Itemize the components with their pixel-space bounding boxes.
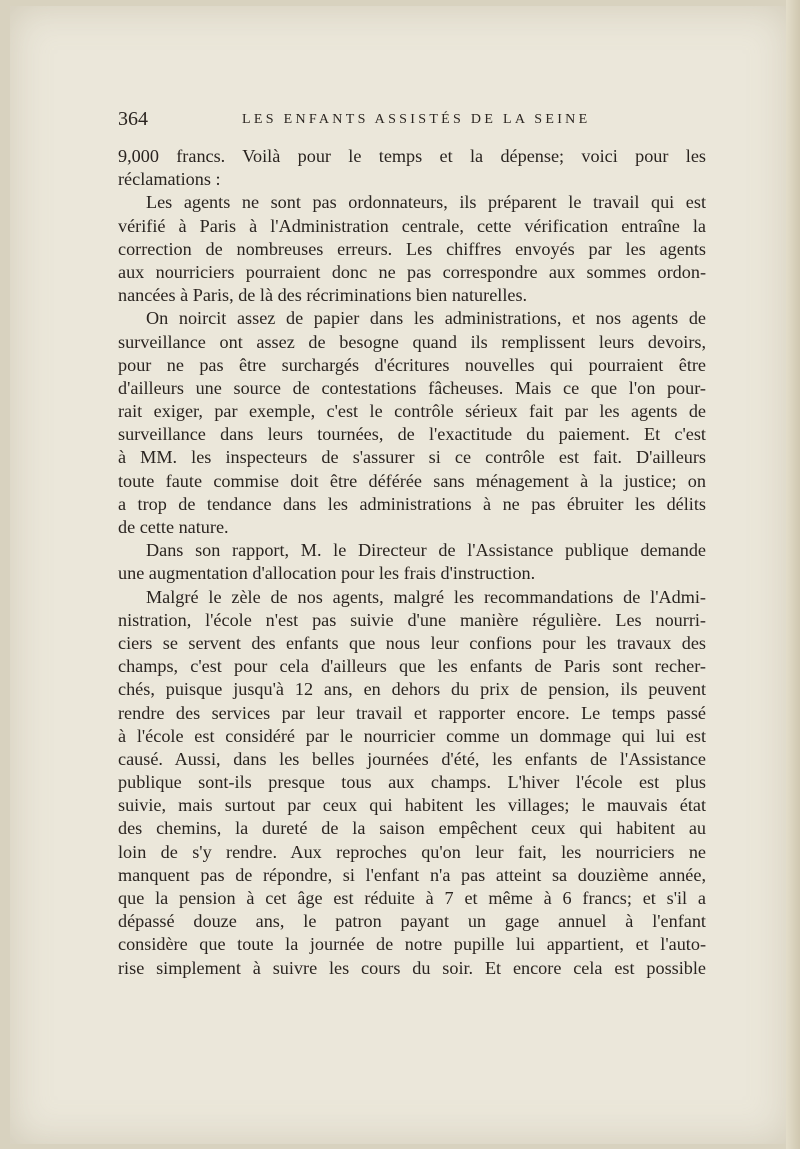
text-line: publique sont-ils presque tous aux champs. L'hiver l'école est plus bbox=[118, 772, 706, 793]
text-line: nistration, l'école n'est pas suivie d'une manière régulière. Les nourri- bbox=[118, 609, 706, 630]
paragraph-first-line: On noircit assez de papier dans les administrations, et nos agents de bbox=[146, 308, 706, 329]
text-line: à MM. les inspecteurs de s'assurer si ce contrôle est fait. D'ailleurs bbox=[118, 447, 706, 468]
text-line: surveillance ont assez de besogne quand ils remplissent leurs devoirs, bbox=[118, 331, 706, 352]
text-line: aux nourriciers pourraient donc ne pas correspondre aux sommes ordon- bbox=[118, 261, 706, 282]
text-line: rait exiger, par exemple, c'est le contrôle sérieux fait par les agents de bbox=[118, 401, 706, 422]
text-line: loin de s'y rendre. Aux reproches qu'on leur fait, les nourriciers ne bbox=[118, 841, 706, 862]
text-line: correction de nombreuses erreurs. Les chiffres envoyés par les agents bbox=[118, 238, 706, 259]
text-line: manquent pas de répondre, si l'enfant n'a pas atteint sa douzième année, bbox=[118, 864, 706, 885]
text-line: d'ailleurs une source de contestations fâcheuses. Mais ce que l'on pour- bbox=[118, 377, 706, 398]
text-line: a trop de tendance dans les administrations à ne pas ébruiter les délits bbox=[118, 493, 706, 514]
text-line: à l'école est considéré par le nourricier comme un dommage qui lui est bbox=[118, 725, 706, 746]
paragraph-first-line: Les agents ne sont pas ordonnateurs, ils préparent le travail qui est bbox=[146, 192, 706, 213]
text-line: pour ne pas être surchargés d'écritures nouvelles qui pourraient être bbox=[118, 354, 706, 375]
text-line: surveillance dans leurs tournées, de l'exactitude du paiement. Et c'est bbox=[118, 424, 706, 445]
text-line: vérifié à Paris à l'Administration centrale, cette vérification entraîne la bbox=[118, 215, 706, 236]
text-line: ciers se servent des enfants que nous leur confions pour les travaux des bbox=[118, 632, 706, 653]
text-line: des chemins, la dureté de la saison empêchent ceux qui habitent au bbox=[118, 818, 706, 839]
text-line: une augmentation d'allocation pour les frais d'instruction. bbox=[118, 563, 536, 584]
text-line: que la pension à cet âge est réduite à 7 et même à 6 francs; et s'il a bbox=[118, 888, 706, 908]
text-line: causé. Aussi, dans les belles journées d'été, les enfants de l'Assistance bbox=[118, 748, 706, 769]
text-line: de cette nature. bbox=[118, 517, 229, 537]
text-line: 9,000 francs. Voilà pour le temps et la dépense; voici pour les bbox=[118, 146, 706, 166]
paragraph-first-line: Dans son rapport, M. le Directeur de l'Assistance publique demande bbox=[146, 540, 706, 561]
page-header bbox=[118, 108, 706, 132]
page-edge bbox=[786, 0, 800, 1149]
text-line: dépassé douze ans, le patron payant un gage annuel à l'enfant bbox=[118, 911, 706, 932]
text-line: nancées à Paris, de là des récriminations bien naturelles. bbox=[118, 285, 528, 306]
text-line: rise simplement à suivre les cours du soir. Et encore cela est possible bbox=[118, 957, 706, 978]
text-line: champs, c'est pour cela d'ailleurs que les enfants de Paris sont recher- bbox=[118, 656, 706, 677]
text-line: considère que toute la journée de notre pupille lui appartient, et l'auto- bbox=[118, 934, 706, 955]
running-title: LES ENFANTS ASSISTÉS DE LA SEINE bbox=[242, 112, 591, 127]
text-line: rendre des services par leur travail et rapporter encore. Le temps passé bbox=[118, 702, 706, 723]
page-number: 364 bbox=[118, 108, 148, 130]
text-line: réclamations : bbox=[118, 169, 221, 190]
text-line: chés, puisque jusqu'à 12 ans, en dehors du prix de pension, ils peuvent bbox=[118, 679, 706, 700]
text-line: suivie, mais surtout par ceux qui habitent les villages; le mauvais état bbox=[118, 795, 706, 816]
body-text bbox=[118, 145, 706, 980]
paragraph-first-line: Malgré le zèle de nos agents, malgré les recommandations de l'Admi- bbox=[146, 586, 706, 607]
text-line: toute faute commise doit être déférée sans ménagement à la justice; on bbox=[118, 470, 706, 491]
